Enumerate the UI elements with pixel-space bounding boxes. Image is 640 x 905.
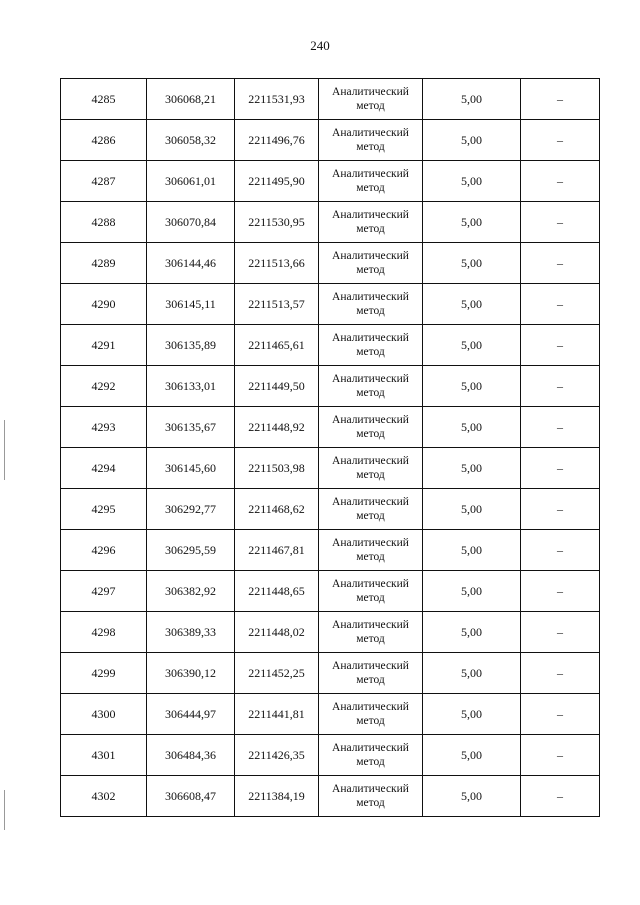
y-coordinate-cell: 2211465,61 [235, 325, 319, 366]
method-line-1: Аналитический [332, 496, 409, 508]
x-coordinate-cell: 306061,01 [147, 161, 235, 202]
x-coordinate-cell: 306444,97 [147, 694, 235, 735]
method-line-1: Аналитический [332, 209, 409, 221]
table-row [61, 571, 600, 612]
y-coordinate-cell: 2211449,50 [235, 366, 319, 407]
method-line-2: метод [356, 387, 385, 399]
method-line-2: метод [356, 510, 385, 522]
y-coordinate-cell: 2211448,92 [235, 407, 319, 448]
method-cell [319, 325, 423, 366]
accuracy-cell: 5,00 [423, 202, 521, 243]
method-cell [319, 694, 423, 735]
accuracy-cell: 5,00 [423, 735, 521, 776]
accuracy-cell: 5,00 [423, 571, 521, 612]
x-coordinate-cell: 306389,33 [147, 612, 235, 653]
table-row [61, 325, 600, 366]
y-coordinate-cell: 2211467,81 [235, 530, 319, 571]
method-line-2: метод [356, 797, 385, 809]
method-cell [319, 530, 423, 571]
table-row [61, 735, 600, 776]
method-line-1: Аналитический [332, 742, 409, 754]
point-number-cell: 4295 [61, 489, 147, 530]
method-cell [319, 120, 423, 161]
point-number-cell: 4292 [61, 366, 147, 407]
point-number-cell: 4294 [61, 448, 147, 489]
table-row [61, 202, 600, 243]
note-cell: – [521, 448, 600, 489]
table-row [61, 776, 600, 817]
x-coordinate-cell: 306292,77 [147, 489, 235, 530]
table-row [61, 407, 600, 448]
y-coordinate-cell: 2211384,19 [235, 776, 319, 817]
note-cell: – [521, 653, 600, 694]
method-cell [319, 489, 423, 530]
method-line-1: Аналитический [332, 127, 409, 139]
method-line-1: Аналитический [332, 414, 409, 426]
method-line-1: Аналитический [332, 578, 409, 590]
x-coordinate-cell: 306145,11 [147, 284, 235, 325]
method-line-2: метод [356, 756, 385, 768]
method-line-2: метод [356, 100, 385, 112]
point-number-cell: 4302 [61, 776, 147, 817]
y-coordinate-cell: 2211426,35 [235, 735, 319, 776]
point-number-cell: 4289 [61, 243, 147, 284]
method-line-1: Аналитический [332, 291, 409, 303]
page-number: 240 [310, 38, 330, 53]
method-line-2: метод [356, 633, 385, 645]
note-cell: – [521, 694, 600, 735]
point-number-cell: 4296 [61, 530, 147, 571]
note-cell: – [521, 530, 600, 571]
x-coordinate-cell: 306484,36 [147, 735, 235, 776]
method-cell [319, 284, 423, 325]
method-line-2: метод [356, 592, 385, 604]
method-line-2: метод [356, 469, 385, 481]
coordinates-table [60, 78, 600, 817]
method-line-2: метод [356, 264, 385, 276]
table-row [61, 448, 600, 489]
point-number-cell: 4301 [61, 735, 147, 776]
x-coordinate-cell: 306295,59 [147, 530, 235, 571]
accuracy-cell: 5,00 [423, 448, 521, 489]
accuracy-cell: 5,00 [423, 366, 521, 407]
method-line-1: Аналитический [332, 619, 409, 631]
accuracy-cell: 5,00 [423, 776, 521, 817]
method-line-1: Аналитический [332, 783, 409, 795]
x-coordinate-cell: 306135,67 [147, 407, 235, 448]
point-number-cell: 4297 [61, 571, 147, 612]
method-line-1: Аналитический [332, 373, 409, 385]
accuracy-cell: 5,00 [423, 284, 521, 325]
method-line-1: Аналитический [332, 660, 409, 672]
method-line-1: Аналитический [332, 168, 409, 180]
table-row [61, 653, 600, 694]
x-coordinate-cell: 306135,89 [147, 325, 235, 366]
table-row [61, 694, 600, 735]
accuracy-cell: 5,00 [423, 325, 521, 366]
method-line-2: метод [356, 346, 385, 358]
table-row [61, 79, 600, 120]
note-cell: – [521, 407, 600, 448]
accuracy-cell: 5,00 [423, 407, 521, 448]
table-row [61, 284, 600, 325]
method-line-2: метод [356, 223, 385, 235]
method-cell [319, 243, 423, 284]
accuracy-cell: 5,00 [423, 694, 521, 735]
method-cell [319, 571, 423, 612]
table-row [61, 243, 600, 284]
scan-edge-mark [4, 420, 5, 480]
method-line-2: метод [356, 182, 385, 194]
note-cell: – [521, 325, 600, 366]
note-cell: – [521, 571, 600, 612]
table-row [61, 612, 600, 653]
method-cell [319, 407, 423, 448]
method-line-2: метод [356, 674, 385, 686]
scan-edge-mark [4, 790, 5, 830]
y-coordinate-cell: 2211530,95 [235, 202, 319, 243]
method-cell [319, 653, 423, 694]
method-line-2: метод [356, 141, 385, 153]
note-cell: – [521, 202, 600, 243]
x-coordinate-cell: 306390,12 [147, 653, 235, 694]
x-coordinate-cell: 306382,92 [147, 571, 235, 612]
point-number-cell: 4293 [61, 407, 147, 448]
table-row [61, 530, 600, 571]
accuracy-cell: 5,00 [423, 530, 521, 571]
y-coordinate-cell: 2211513,57 [235, 284, 319, 325]
method-cell [319, 161, 423, 202]
method-line-2: метод [356, 715, 385, 727]
table-row [61, 161, 600, 202]
point-number-cell: 4286 [61, 120, 147, 161]
point-number-cell: 4300 [61, 694, 147, 735]
point-number-cell: 4299 [61, 653, 147, 694]
method-cell [319, 448, 423, 489]
point-number-cell: 4298 [61, 612, 147, 653]
point-number-cell: 4288 [61, 202, 147, 243]
accuracy-cell: 5,00 [423, 243, 521, 284]
y-coordinate-cell: 2211495,90 [235, 161, 319, 202]
accuracy-cell: 5,00 [423, 79, 521, 120]
x-coordinate-cell: 306145,60 [147, 448, 235, 489]
y-coordinate-cell: 2211448,02 [235, 612, 319, 653]
y-coordinate-cell: 2211513,66 [235, 243, 319, 284]
y-coordinate-cell: 2211503,98 [235, 448, 319, 489]
accuracy-cell: 5,00 [423, 653, 521, 694]
coordinates-table-body [61, 79, 600, 817]
note-cell: – [521, 612, 600, 653]
y-coordinate-cell: 2211441,81 [235, 694, 319, 735]
note-cell: – [521, 120, 600, 161]
note-cell: – [521, 735, 600, 776]
method-cell [319, 735, 423, 776]
y-coordinate-cell: 2211496,76 [235, 120, 319, 161]
method-line-1: Аналитический [332, 86, 409, 98]
method-line-2: метод [356, 428, 385, 440]
x-coordinate-cell: 306133,01 [147, 366, 235, 407]
method-line-1: Аналитический [332, 250, 409, 262]
method-cell [319, 776, 423, 817]
note-cell: – [521, 366, 600, 407]
table-row [61, 366, 600, 407]
note-cell: – [521, 243, 600, 284]
y-coordinate-cell: 2211468,62 [235, 489, 319, 530]
note-cell: – [521, 489, 600, 530]
x-coordinate-cell: 306144,46 [147, 243, 235, 284]
method-line-1: Аналитический [332, 455, 409, 467]
accuracy-cell: 5,00 [423, 120, 521, 161]
y-coordinate-cell: 2211531,93 [235, 79, 319, 120]
point-number-cell: 4287 [61, 161, 147, 202]
method-cell [319, 79, 423, 120]
note-cell: – [521, 776, 600, 817]
method-line-2: метод [356, 305, 385, 317]
x-coordinate-cell: 306070,84 [147, 202, 235, 243]
note-cell: – [521, 284, 600, 325]
x-coordinate-cell: 306608,47 [147, 776, 235, 817]
accuracy-cell: 5,00 [423, 489, 521, 530]
y-coordinate-cell: 2211448,65 [235, 571, 319, 612]
accuracy-cell: 5,00 [423, 161, 521, 202]
accuracy-cell: 5,00 [423, 612, 521, 653]
table-row [61, 489, 600, 530]
note-cell: – [521, 161, 600, 202]
point-number-cell: 4290 [61, 284, 147, 325]
note-cell: – [521, 79, 600, 120]
method-line-1: Аналитический [332, 332, 409, 344]
method-cell [319, 612, 423, 653]
method-cell [319, 366, 423, 407]
method-line-1: Аналитический [332, 701, 409, 713]
table-row [61, 120, 600, 161]
x-coordinate-cell: 306068,21 [147, 79, 235, 120]
method-line-1: Аналитический [332, 537, 409, 549]
method-cell [319, 202, 423, 243]
method-line-2: метод [356, 551, 385, 563]
x-coordinate-cell: 306058,32 [147, 120, 235, 161]
point-number-cell: 4285 [61, 79, 147, 120]
point-number-cell: 4291 [61, 325, 147, 366]
y-coordinate-cell: 2211452,25 [235, 653, 319, 694]
